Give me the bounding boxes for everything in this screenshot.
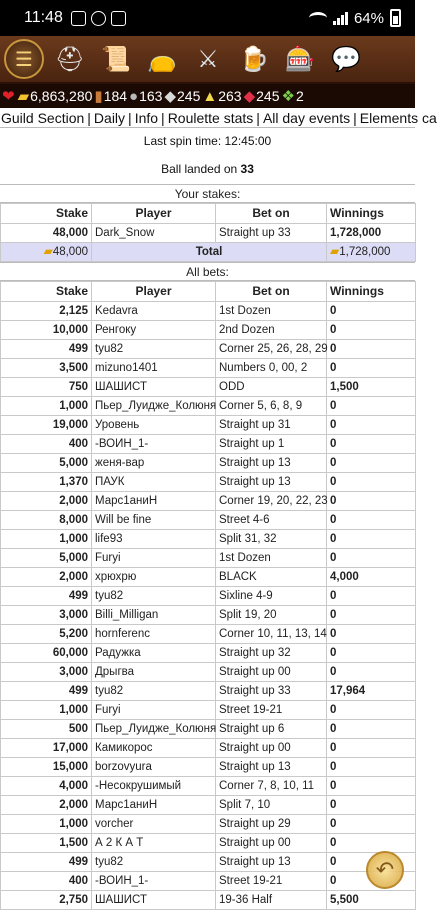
- winnings-cell: 0: [327, 834, 416, 853]
- table-row: [1, 397, 416, 416]
- player-cell: -Несокрушимый: [92, 777, 216, 796]
- stake-cell: 48,000: [1, 224, 92, 243]
- player-cell: -ВОИН_1-: [92, 872, 216, 891]
- bet-cell: Straight up 29: [216, 815, 327, 834]
- back-button[interactable]: ↶: [366, 851, 404, 889]
- link-guild-section[interactable]: Guild Section: [1, 110, 85, 126]
- link-info[interactable]: Info: [134, 110, 159, 126]
- menu-icon[interactable]: ☰: [4, 39, 44, 79]
- bet-cell: Straight up 00: [216, 663, 327, 682]
- your-stakes-title: Your stakes:: [0, 184, 415, 203]
- winnings-cell: 4,000: [327, 568, 416, 587]
- table-row: [1, 853, 416, 872]
- player-cell: Пьер_Луидже_Колюня: [92, 720, 216, 739]
- player-cell: ПАУК: [92, 473, 216, 492]
- chat-icon[interactable]: 💬: [331, 45, 361, 73]
- bet-cell: Straight up 33: [216, 224, 327, 243]
- player-cell: ШАШИСТ: [92, 891, 216, 910]
- player-cell: хрюхрю: [92, 568, 216, 587]
- stake-cell: 499: [1, 682, 92, 701]
- table-row: [1, 834, 416, 853]
- stake-cell: 15,000: [1, 758, 92, 777]
- bet-cell: 19-36 Half: [216, 891, 327, 910]
- table-row: [1, 359, 416, 378]
- player-cell: Furyi: [92, 549, 216, 568]
- table-row: [1, 587, 416, 606]
- table-row: [1, 378, 416, 397]
- bag-icon[interactable]: 👝: [147, 45, 177, 73]
- winnings-cell: 0: [327, 758, 416, 777]
- all-bets-body: [1, 302, 416, 910]
- player-cell: женя-вар: [92, 454, 216, 473]
- winnings-cell: 17,964: [327, 682, 416, 701]
- winnings-cell: 0: [327, 492, 416, 511]
- winnings-cell: 1,500: [327, 378, 416, 397]
- player-cell: -ВОИН_1-: [92, 435, 216, 454]
- game-nav-bar: [0, 36, 415, 84]
- battery-percent: 64%: [353, 9, 384, 27]
- table-row: [1, 435, 416, 454]
- player-cell: life93: [92, 530, 216, 549]
- gold-icon: ▰: [43, 244, 53, 258]
- player-cell: Радужка: [92, 644, 216, 663]
- stake-cell: 400: [1, 435, 92, 454]
- table-row: [1, 549, 416, 568]
- signal-icon: [333, 12, 348, 25]
- winnings-cell: 0: [327, 587, 416, 606]
- table-row: [1, 321, 416, 340]
- bet-cell: Split 31, 32: [216, 530, 327, 549]
- section-links: [0, 108, 437, 128]
- link-daily[interactable]: Daily: [93, 110, 126, 126]
- winnings-cell: 0: [327, 435, 416, 454]
- player-cell: hornferenc: [92, 625, 216, 644]
- header-player: Player: [92, 282, 216, 302]
- crossed-swords-icon[interactable]: ⚔: [197, 45, 219, 73]
- bet-cell: 1st Dozen: [216, 549, 327, 568]
- table-row: [1, 530, 416, 549]
- bet-cell: Street 19-21: [216, 872, 327, 891]
- stake-cell: 1,000: [1, 530, 92, 549]
- stake-cell: 60,000: [1, 644, 92, 663]
- link-all-day-events[interactable]: All day events: [262, 110, 351, 126]
- player-cell: Will be fine: [92, 511, 216, 530]
- stake-cell: 1,000: [1, 815, 92, 834]
- stake-cell: 499: [1, 340, 92, 359]
- bet-cell: Corner 7, 8, 10, 11: [216, 777, 327, 796]
- bet-cell: Straight up 00: [216, 739, 327, 758]
- resource-bar: [0, 84, 415, 108]
- table-row: [1, 568, 416, 587]
- bet-cell: Straight up 33: [216, 682, 327, 701]
- table-row: [1, 473, 416, 492]
- link-separator: |: [87, 110, 91, 126]
- player-cell: Дрыгва: [92, 663, 216, 682]
- table-row: [1, 682, 416, 701]
- table-row: [1, 815, 416, 834]
- wood-value: 184: [103, 88, 128, 104]
- link-separator: |: [353, 110, 357, 126]
- iron-icon: ◆: [164, 88, 177, 105]
- status-bar: [0, 0, 415, 36]
- winnings-cell: 0: [327, 644, 416, 663]
- tavern-mug-icon[interactable]: 🍺: [239, 45, 269, 73]
- bet-cell: Straight up 00: [216, 834, 327, 853]
- stake-cell: 2,000: [1, 492, 92, 511]
- table-row: [1, 302, 416, 321]
- resource-stone: [129, 88, 162, 105]
- bet-cell: Straight up 13: [216, 454, 327, 473]
- table-row: [1, 777, 416, 796]
- iron-value: 245: [177, 88, 201, 104]
- header-bet: Bet on: [216, 204, 327, 224]
- player-cell: Пьер_Луидже_Колюня: [92, 397, 216, 416]
- table-row: [1, 758, 416, 777]
- roulette-results: [0, 128, 415, 910]
- battery-icon: [390, 9, 401, 27]
- stake-cell: 5,000: [1, 454, 92, 473]
- bet-cell: Corner 25, 26, 28, 29: [216, 340, 327, 359]
- table-row: [1, 701, 416, 720]
- winnings-cell: 0: [327, 853, 416, 872]
- bet-cell: Straight up 13: [216, 758, 327, 777]
- total-stake: [1, 243, 92, 262]
- resource-wood: [94, 87, 127, 105]
- player-cell: Уровень: [92, 416, 216, 435]
- player-cell: vorcher: [92, 815, 216, 834]
- winnings-cell: 0: [327, 701, 416, 720]
- bet-cell: Numbers 0, 00, 2: [216, 359, 327, 378]
- winnings-cell: 0: [327, 302, 416, 321]
- bet-cell: Street 4-6: [216, 511, 327, 530]
- resource-health: [2, 87, 16, 105]
- winnings-cell: 0: [327, 815, 416, 834]
- total-winnings-value: 1,728,000: [339, 246, 391, 258]
- winnings-cell: 0: [327, 777, 416, 796]
- table-row: [1, 606, 416, 625]
- stake-cell: 1,000: [1, 397, 92, 416]
- bet-cell: Corner 10, 11, 13, 14: [216, 625, 327, 644]
- bet-cell: 1st Dozen: [216, 302, 327, 321]
- header-stake: Stake: [1, 204, 92, 224]
- winnings-cell: 0: [327, 625, 416, 644]
- winnings-cell: 0: [327, 340, 416, 359]
- resource-gold: [18, 87, 93, 105]
- stake-cell: 499: [1, 587, 92, 606]
- total-winnings: [327, 243, 416, 262]
- total-label: Total: [92, 243, 327, 262]
- stake-cell: 750: [1, 378, 92, 397]
- winnings-cell: 0: [327, 511, 416, 530]
- gold-value: 6,863,280: [30, 88, 93, 104]
- ball-landed: [0, 148, 415, 184]
- wood-icon: ▮: [94, 88, 103, 105]
- link-separator: |: [161, 110, 165, 126]
- winnings-cell: 0: [327, 663, 416, 682]
- table-row: [1, 891, 416, 910]
- gallery-notification-icon: [71, 11, 86, 26]
- winnings-cell: 0: [327, 416, 416, 435]
- stake-cell: 5,000: [1, 549, 92, 568]
- total-stake-value: 48,000: [52, 246, 88, 258]
- resource-gems: [282, 87, 304, 105]
- bet-cell: Street 19-21: [216, 701, 327, 720]
- app-notification-icon: [111, 11, 126, 26]
- header-winnings: Winnings: [327, 204, 416, 224]
- gems-icon: ❖: [281, 88, 295, 105]
- stake-cell: 499: [1, 853, 92, 872]
- winnings-cell: 0: [327, 872, 416, 891]
- player-cell: Billi_Milligan: [92, 606, 216, 625]
- winnings-cell: 0: [327, 606, 416, 625]
- all-bets-table: [0, 281, 416, 910]
- scroll-map-icon[interactable]: 📜: [101, 45, 131, 73]
- stake-cell: 3,500: [1, 359, 92, 378]
- status-time: 11:48: [24, 9, 63, 26]
- header-winnings: Winnings: [327, 282, 416, 302]
- player-cell: Kedavra: [92, 302, 216, 321]
- bet-cell: Straight up 13: [216, 853, 327, 872]
- table-row: [1, 663, 416, 682]
- player-cell: ШАШИСТ: [92, 378, 216, 397]
- player-cell: tyu82: [92, 340, 216, 359]
- sulfur-value: 263: [218, 88, 242, 104]
- ball-number: 33: [240, 162, 254, 176]
- player-cell: А 2 К А Т: [92, 834, 216, 853]
- player-cell: tyu82: [92, 682, 216, 701]
- helmet-icon[interactable]: ⛑: [54, 45, 86, 73]
- winnings-cell: 5,500: [327, 891, 416, 910]
- resource-ruby: [244, 87, 280, 105]
- winnings-cell: 0: [327, 720, 416, 739]
- stake-cell: 1,500: [1, 834, 92, 853]
- header-stake: Stake: [1, 282, 92, 302]
- link-separator: |: [256, 110, 260, 126]
- bet-cell: Sixline 4-9: [216, 587, 327, 606]
- ruby-value: 245: [256, 88, 280, 104]
- bet-cell: Corner 19, 20, 22, 23: [216, 492, 327, 511]
- stake-cell: 2,000: [1, 796, 92, 815]
- stake-cell: 2,750: [1, 891, 92, 910]
- winnings-cell: 0: [327, 549, 416, 568]
- your-stakes-table: [0, 203, 416, 262]
- player-cell: borzovyura: [92, 758, 216, 777]
- bet-cell: Straight up 6: [216, 720, 327, 739]
- table-row: [1, 625, 416, 644]
- stake-cell: 1,370: [1, 473, 92, 492]
- winnings-cell: 0: [327, 397, 416, 416]
- player-cell: Марс1аниН: [92, 492, 216, 511]
- stake-cell: 17,000: [1, 739, 92, 758]
- table-row: [1, 644, 416, 663]
- ruby-icon: ◆: [243, 88, 256, 105]
- resource-sulfur: [202, 88, 241, 105]
- link-elements[interactable]: Elements ca: [359, 110, 437, 126]
- winnings-cell: 0: [327, 739, 416, 758]
- header-bet: Bet on: [216, 282, 327, 302]
- bet-cell: Straight up 13: [216, 473, 327, 492]
- bet-cell: 2nd Dozen: [216, 321, 327, 340]
- winnings-cell: 0: [327, 454, 416, 473]
- stake-cell: 4,000: [1, 777, 92, 796]
- player-cell: tyu82: [92, 587, 216, 606]
- table-row: [1, 720, 416, 739]
- table-row: [1, 416, 416, 435]
- gold-icon: ▰: [17, 88, 30, 105]
- bet-cell: ODD: [216, 378, 327, 397]
- winnings-cell: 0: [327, 473, 416, 492]
- stake-cell: 400: [1, 872, 92, 891]
- wifi-icon: [309, 12, 327, 24]
- table-row: [1, 511, 416, 530]
- stake-cell: 3,000: [1, 663, 92, 682]
- ball-landed-label: Ball landed on: [161, 162, 241, 176]
- stake-cell: 10,000: [1, 321, 92, 340]
- player-cell: mizuno1401: [92, 359, 216, 378]
- bet-cell: Split 7, 10: [216, 796, 327, 815]
- player-cell: Марс1аниН: [92, 796, 216, 815]
- table-row: [1, 796, 416, 815]
- table-row: [1, 492, 416, 511]
- gold-icon: ▰: [330, 244, 340, 258]
- all-bets-title: All bets:: [0, 262, 415, 281]
- table-row: [1, 340, 416, 359]
- gems-value: 2: [295, 88, 304, 104]
- player-cell: Dark_Snow: [92, 224, 216, 243]
- winnings-cell: 0: [327, 796, 416, 815]
- stake-cell: 500: [1, 720, 92, 739]
- winnings-cell: 0: [327, 530, 416, 549]
- player-cell: Камикорос: [92, 739, 216, 758]
- table-row: [1, 224, 416, 243]
- header-player: Player: [92, 204, 216, 224]
- bet-cell: Split 19, 20: [216, 606, 327, 625]
- winnings-cell: 0: [327, 321, 416, 340]
- stake-cell: 2,000: [1, 568, 92, 587]
- bet-cell: BLACK: [216, 568, 327, 587]
- heart-icon: ❤: [2, 88, 15, 105]
- messenger-notification-icon: [91, 11, 106, 26]
- link-roulette-stats[interactable]: Roulette stats: [167, 110, 254, 126]
- stake-cell: 19,000: [1, 416, 92, 435]
- table-row: [1, 872, 416, 891]
- bet-cell: Straight up 32: [216, 644, 327, 663]
- roulette-icon[interactable]: 🎰: [285, 45, 315, 73]
- resource-iron: [164, 87, 200, 105]
- stake-cell: 1,000: [1, 701, 92, 720]
- stake-cell: 3,000: [1, 606, 92, 625]
- total-row: [1, 243, 416, 262]
- winnings-cell: 0: [327, 359, 416, 378]
- bet-cell: Straight up 1: [216, 435, 327, 454]
- table-row: [1, 739, 416, 758]
- stone-icon: ●: [129, 87, 139, 105]
- stone-value: 163: [139, 88, 163, 104]
- stake-cell: 2,125: [1, 302, 92, 321]
- bet-cell: Straight up 31: [216, 416, 327, 435]
- winnings-cell: 1,728,000: [327, 224, 416, 243]
- link-separator: |: [128, 110, 132, 126]
- stake-cell: 8,000: [1, 511, 92, 530]
- sulfur-icon: ▲: [202, 87, 218, 105]
- player-cell: Furyi: [92, 701, 216, 720]
- bet-cell: Corner 5, 6, 8, 9: [216, 397, 327, 416]
- stake-cell: 5,200: [1, 625, 92, 644]
- player-cell: Ренгоку: [92, 321, 216, 340]
- table-row: [1, 454, 416, 473]
- last-spin-time: Last spin time: 12:45:00: [143, 134, 272, 148]
- player-cell: tyu82: [92, 853, 216, 872]
